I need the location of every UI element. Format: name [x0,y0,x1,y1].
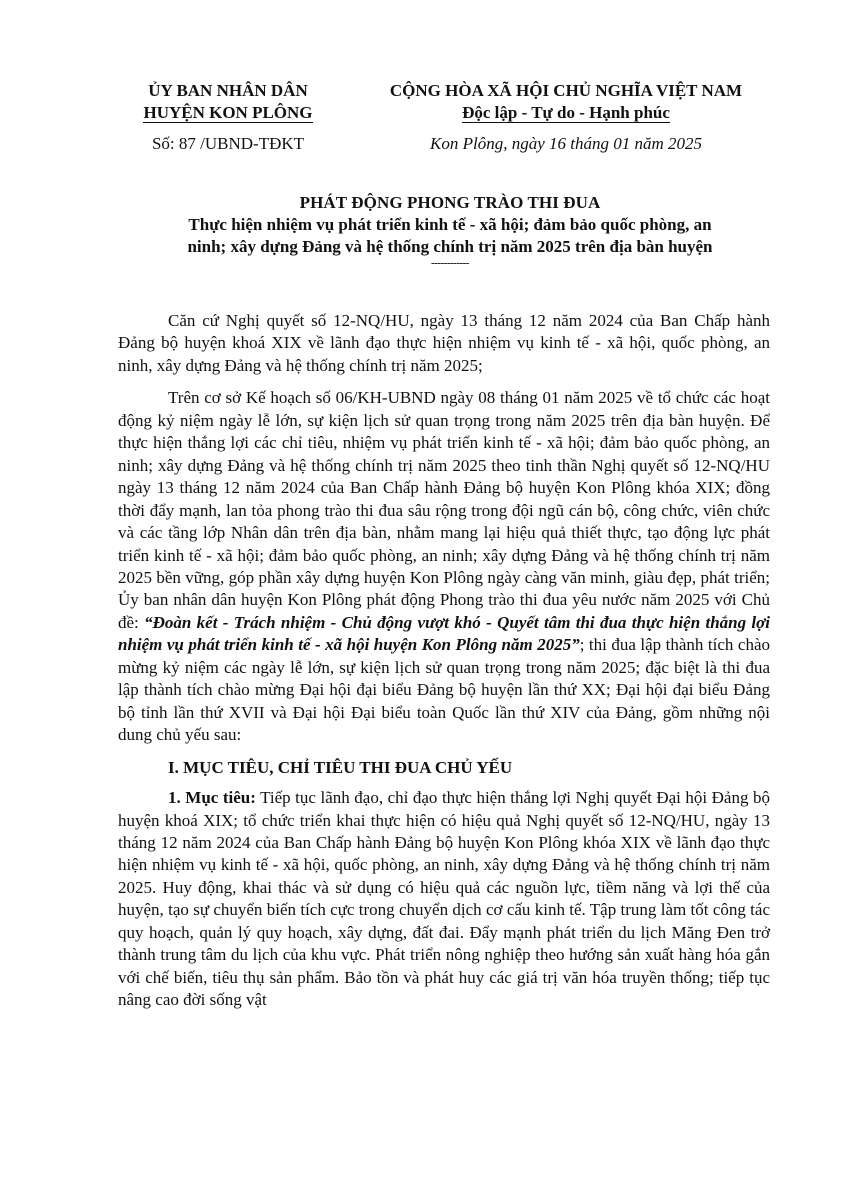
date-line: Kon Plông, ngày 16 tháng 01 năm 2025 [430,134,702,153]
item-text-objectives: Tiếp tục lãnh đạo, chỉ đạo thực hiện thắng lợi Nghị quyết Đại hội Đảng bộ huyện khoá XIX; tổ chức triển khai thực hiện có hiệu quả Nghị quyết số 12-NQ/HU, ngày 13 tháng 12 năm 2024 của Ban Chấp hành Đảng bộ huyện Kon Plông khóa XIX về lãnh đạo thực hiện nhiệm vụ kinh tế - xã hội, quốc phòng, an ninh, xây dựng Đảng và hệ thống chính trị năm 2025. Huy động, khai thác và sử dụng có hiệu quả các nguồn lực, tiềm năng và lợi thế của huyện, tạo sự chuyển biến tích cực trong chuyển dịch cơ cấu kinh tế. Tập trung làm tốt công tác quy hoạch, quản lý quy hoạch, xây dựng, đất đai. Đẩy mạnh phát triển du lịch Măng Đen trở thành trung tâm du lịch của khu vực. Phát triển nông nghiệp theo hướng sản xuất hàng hóa gắn với chế biến, tiêu thụ sản phẩm. Bảo tồn và phát huy các giá trị văn hóa truyền thống; tiếp tục nâng cao đời sống vật [118,788,770,1010]
title-main: PHÁT ĐỘNG PHONG TRÀO THI ĐUA [299,193,601,212]
paragraph-campaign [118,387,770,746]
document-number: Số: 87 /UBND-TĐKT [151,134,305,153]
paragraph-legal-basis: Căn cứ Nghị quyết số 12-NQ/HU, ngày 13 tháng 12 năm 2024 của Ban Chấp hành Đảng bộ huyện khoá XIX về lãnh đạo thực hiện nhiệm vụ kinh tế - xã hội, quốc phòng, an ninh, xây dựng Đảng và hệ thống chính trị năm 2025; [118,311,770,375]
national-motto: Độc lập - Tự do - Hạnh phúc [462,103,670,122]
paragraph-objectives [118,787,770,1012]
title-sub-line-1: Thực hiện nhiệm vụ phát triển kinh tế - xã hội; đảm bảo quốc phòng, an [188,215,712,234]
campaign-theme: “Đoàn kết - Trách nhiệm - Chủ động vượt khó - Quyết tâm thi đua thực hiện thắng lợi nhiệm vụ phát triển kinh tế - xã hội huyện Kon Plông năm 2025” [118,612,770,655]
document-title [110,192,790,268]
paragraph-campaign-rest: ; thi đua lập thành tích chào mừng kỷ niệm các ngày lễ lớn, sự kiện lịch sử quan trọng trong năm 2025; đặc biệt là thi đua lập thành tích chào mừng Đại hội đại biểu Đảng bộ huyện lần thứ XX; Đại hội đại biểu Đảng bộ tỉnh lần thứ XVII và Đại hội Đại biểu toàn Quốc lần thứ XIV của Đảng, gồm những nội dung chủ yếu sau: [118,635,770,745]
nation-name: CỘNG HÒA XÃ HỘI CHỦ NGHĨA VIỆT NAM [389,81,743,100]
item-label-objectives: 1. Mục tiêu: [168,788,256,808]
section-heading-1: I. MỤC TIÊU, CHỈ TIÊU THI ĐUA CHỦ YẾU [168,757,513,777]
agency-line-2: HUYỆN KON PLÔNG [143,103,313,122]
title-separator: ------------ [431,257,469,269]
issuing-agency [128,80,328,124]
national-heading [356,80,776,124]
agency-line-1: ỦY BAN NHÂN DÂN [148,81,308,100]
paragraph-campaign-intro: Trên cơ sở Kế hoạch số 06/KH-UBND ngày 08 tháng 01 năm 2025 về tổ chức các hoạt động kỷ niệm ngày lễ lớn, sự kiện lịch sử quan trọng trong năm 2025 trên địa bàn huyện. Để thực hiện thắng lợi các chỉ tiêu, nhiệm vụ phát triển kinh tế - xã hội; đảm bảo quốc phòng, an ninh; xây dựng Đảng và hệ thống chính trị năm 2025 theo tinh thần Nghị quyết số 12-NQ/HU ngày 13 tháng 12 năm 2024 của Ban Chấp hành Đảng bộ huyện Kon Plông khóa XIX; đồng thời đẩy mạnh, lan tỏa phong trào thi đua sâu rộng trong đội ngũ cán bộ, công chức, viên chức và các tầng lớp Nhân dân trên địa bàn, nhằm mang lại hiệu quả thiết thực, tạo động lực phát triển kinh tế - xã hội; đảm bảo quốc phòng, an ninh; xây dựng Đảng và hệ thống chính trị năm 2025 bền vững, góp phần xây dựng huyện Kon Plông ngày càng văn minh, giàu đẹp, phát triển; Ủy ban nhân dân huyện Kon Plông phát động Phong trào thi đua yêu nước năm 2025 với Chủ đề: [118,388,770,632]
title-sub-line-2: ninh; xây dựng Đảng và hệ thống chính trị năm 2025 trên địa bàn huyện [187,237,713,256]
document-body [118,310,770,1022]
